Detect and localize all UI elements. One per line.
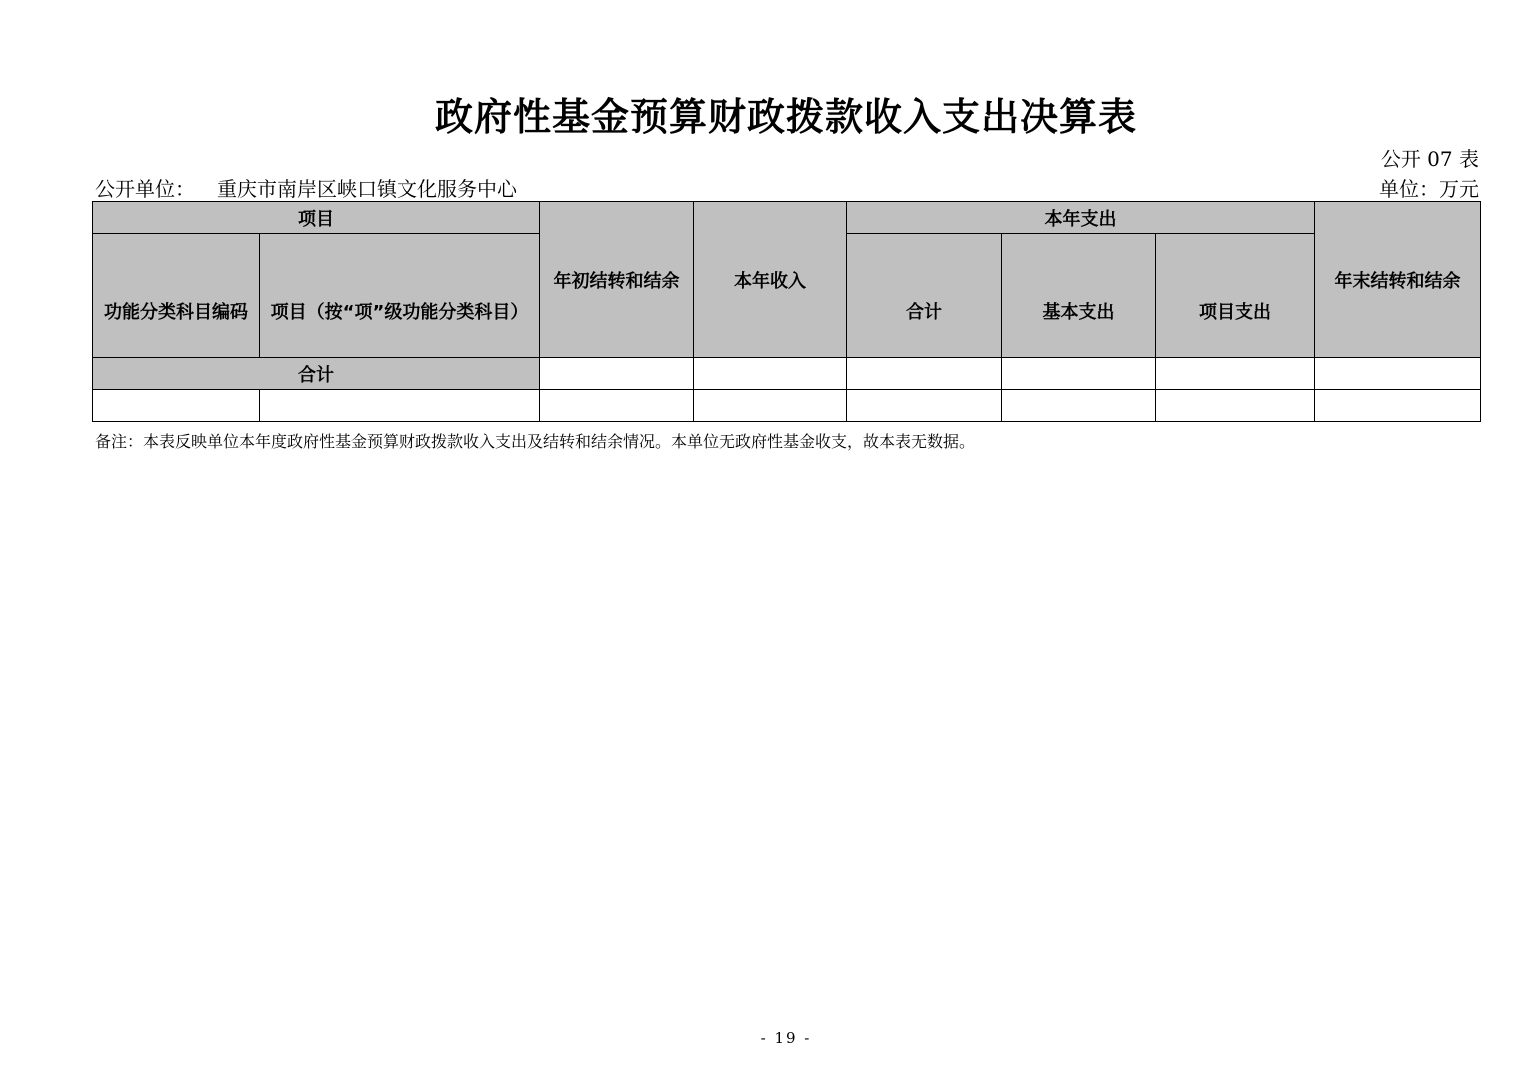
empty-cell	[847, 390, 1002, 422]
header-project: 项目	[93, 202, 540, 234]
empty-cell	[1315, 390, 1481, 422]
budget-table	[92, 201, 1481, 422]
header-expense-total: 合计	[847, 234, 1002, 358]
empty-cell	[1002, 390, 1156, 422]
empty-cell	[93, 390, 260, 422]
total-expense-total-cell	[847, 358, 1002, 390]
header-expense-basic: 基本支出	[1002, 234, 1156, 358]
total-expense-basic-cell	[1002, 358, 1156, 390]
empty-cell	[694, 390, 847, 422]
org-name: 重庆市南岸区峡口镇文化服务中心	[217, 177, 517, 201]
total-begin-balance-cell	[540, 358, 694, 390]
header-project-detail: 项目（按“项”级功能分类科目）	[260, 234, 540, 358]
total-row-label: 合计	[93, 358, 540, 390]
table-row-total	[93, 358, 1481, 390]
currency-unit: 单位：万元	[1379, 177, 1479, 201]
total-end-balance-cell	[1315, 358, 1481, 390]
unit-row	[95, 173, 1479, 202]
org-info	[95, 173, 517, 202]
page-title: 政府性基金预算财政拨款收入支出决算表	[434, 94, 1137, 139]
header-begin-balance: 年初结转和结余	[540, 202, 694, 358]
empty-cell	[260, 390, 540, 422]
empty-cell	[540, 390, 694, 422]
org-label: 公开单位：	[95, 177, 195, 201]
header-end-balance: 年末结转和结余	[1315, 202, 1481, 358]
total-expense-project-cell	[1156, 358, 1315, 390]
page-number: - 19 -	[760, 1029, 812, 1047]
header-income: 本年收入	[694, 202, 847, 358]
total-income-cell	[694, 358, 847, 390]
header-expense-project: 项目支出	[1156, 234, 1315, 358]
empty-cell	[1156, 390, 1315, 422]
table-number: 公开 07 表	[1380, 147, 1479, 171]
table-row	[93, 390, 1481, 422]
header-func-code: 功能分类科目编码	[93, 234, 260, 358]
header-expense: 本年支出	[847, 202, 1315, 234]
table-note: 备注：本表反映单位本年度政府性基金预算财政拨款收入支出及结转和结余情况。本单位无政府性基金收支，故本表无数据。	[95, 432, 976, 451]
